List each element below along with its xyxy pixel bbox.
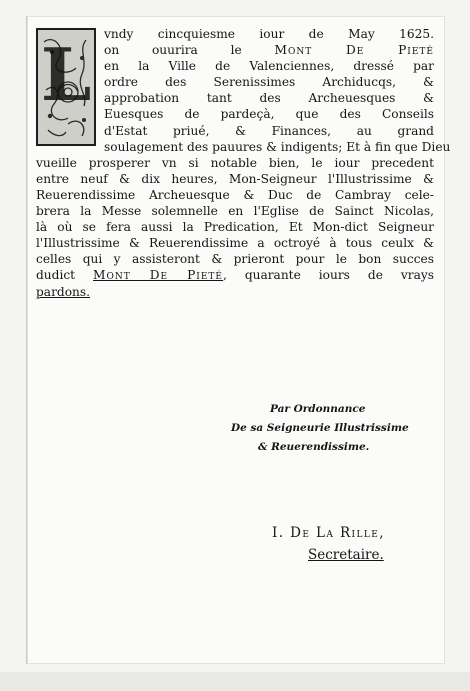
floral-initial-icon xyxy=(38,30,94,144)
notice-line-16: dudict Mont De Pieté, quarante iours de vrays xyxy=(36,268,434,283)
notice-line-15: celles qui y assisteront & prieront pour le bon succes xyxy=(36,252,434,267)
ordinance-line-2: De sa Seigneurie Illustrissime xyxy=(231,422,409,434)
notice-line-1: vndy cincquiesme iour de May 1625. xyxy=(104,27,434,41)
page-shadow xyxy=(0,672,470,691)
notice-line-3: en la Ville de Valenciennes, dressé par xyxy=(104,59,434,74)
notice-line-8: soulagement des pauures & indigents; Et à fin que Dieu xyxy=(104,139,451,154)
notice-text xyxy=(36,26,451,300)
notice-line-14: l'Illustrissime & Reuerendissime a octroyé à tous ceulx & xyxy=(36,236,434,251)
ordinance-line-1: Par Ordonnance xyxy=(270,403,366,415)
notice-line-12: brera la Messe solemnelle en l'Eglise de Sainct Nicolas, xyxy=(36,204,434,219)
notice-line-9: vueille prosperer vn si notable bien, le iour precedent xyxy=(36,155,434,170)
decorated-initial xyxy=(36,28,96,146)
notice-line-5: approbation tant des Archeuesques & xyxy=(104,91,434,106)
notice-line-13: là où se fera aussi la Predication, Et Mon-dict Seigneur xyxy=(36,220,434,235)
notice-line-2: on ouurira le Mont De Pieté xyxy=(104,43,434,58)
initial-letter: L xyxy=(40,32,92,117)
notice-line-6: Euesques de pardeçà, que des Conseils xyxy=(104,107,434,122)
signatory-title: Secretaire. xyxy=(308,547,384,563)
notice-line-11: Reuerendissime Archeuesque & Duc de Cambray cele- xyxy=(36,187,434,202)
notice-line-4: ordre des Serenissimes Archiducqs, & xyxy=(104,75,434,90)
ordinance-line-3: & Reuerendissime. xyxy=(258,441,370,453)
notice-line-10: entre neuf & dix heures, Mon-Seigneur l'Illustrissime & xyxy=(36,171,434,186)
signatory-name: I. De La Rille, xyxy=(272,525,385,541)
notice-line-17: pardons. xyxy=(36,284,91,299)
notice-line-7: d'Estat priué, & Finances, au grand xyxy=(104,123,434,138)
